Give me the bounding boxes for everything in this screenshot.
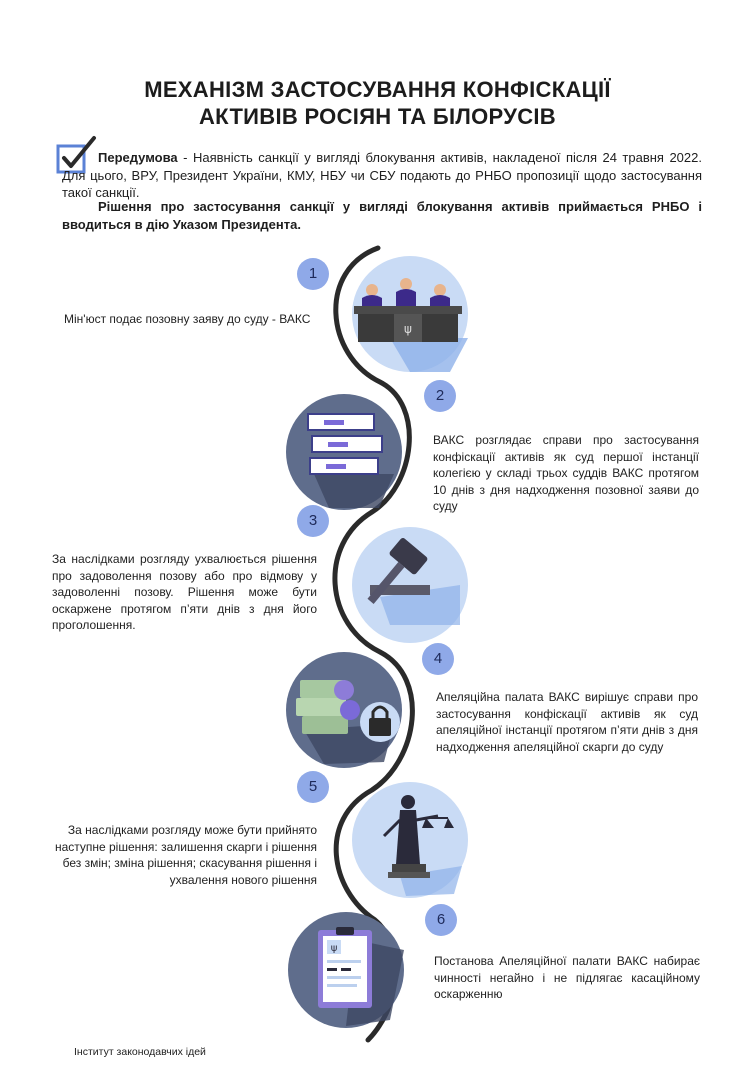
gavel-icon — [350, 525, 470, 645]
step-number-5: 5 — [297, 771, 329, 803]
case-folders-icon — [284, 392, 404, 512]
judges-panel-icon — [350, 254, 470, 374]
step-number-4: 4 — [422, 643, 454, 675]
step-text-6: Постанова Апеляційної палати ВАКС набирає чинності негайно і не підлягає касаційному оскарженню — [434, 954, 700, 1001]
step-text-4: Апеляційна палата ВАКС вирішує справи про застосування конфіскації активів як суд апеляційної інстанції протягом п’яти днів з дня надходження апеляційної скарги до суду — [436, 690, 698, 754]
lady-justice-icon — [350, 780, 470, 900]
step-number-3: 3 — [297, 505, 329, 537]
step-number-2: 2 — [424, 380, 456, 412]
prerequisite-text: - Наявність санкції у вигляді блокування активів, накладеної після 24 травня 2022. Для цього, ВРУ, Президент України, КМУ, НБУ чи СБУ подають до РНБО пропозиції щодо застосування такої санкції. — [62, 150, 702, 200]
step-text-5: За наслідками розгляду може бути прийнято наступне рішення: залишення скарги і рішення без змін; зміна рішення; скасування рішення і ухвалення нового рішення — [54, 823, 317, 887]
title-line-1: МЕХАНІЗМ ЗАСТОСУВАННЯ КОНФІСКАЦІЇ — [144, 77, 611, 102]
svg-text:ψ: ψ — [330, 943, 338, 954]
step-number-6: 6 — [425, 904, 457, 936]
ruling-document-icon — [286, 910, 406, 1030]
title-line-2: АКТИВІВ РОСІЯН ТА БІЛОРУСІВ — [198, 104, 556, 129]
locked-money-icon — [284, 650, 404, 770]
step-text-1: Мін'юст подає позовну заяву до суду - ВАКС — [64, 312, 311, 326]
step-text-3: За наслідками розгляду ухвалюється рішення про задоволення позову або про відмову у задоволенні позову. Рішення може бути оскаржене протягом п’яти днів з дня його проголошення. — [52, 552, 317, 632]
page-title — [0, 76, 755, 130]
step-text-2: ВАКС розглядає справи про застосування конфіскації активів як суд першої інстанції колегією у складі трьох суддів ВАКС протягом 10 днів з дня надходження позовної заяви до суду — [433, 433, 699, 513]
step-number-1: 1 — [297, 258, 329, 290]
prerequisite-label: Передумова — [98, 150, 178, 165]
decision-statement: Рішення про застосування санкції у вигляді блокування активів приймається РНБО і вводиться в дію Указом Президента. — [62, 199, 702, 232]
prerequisite-paragraph — [62, 149, 702, 202]
svg-text:ψ: ψ — [404, 322, 412, 336]
footer-source: Інститут законодавчих ідей — [74, 1046, 206, 1058]
